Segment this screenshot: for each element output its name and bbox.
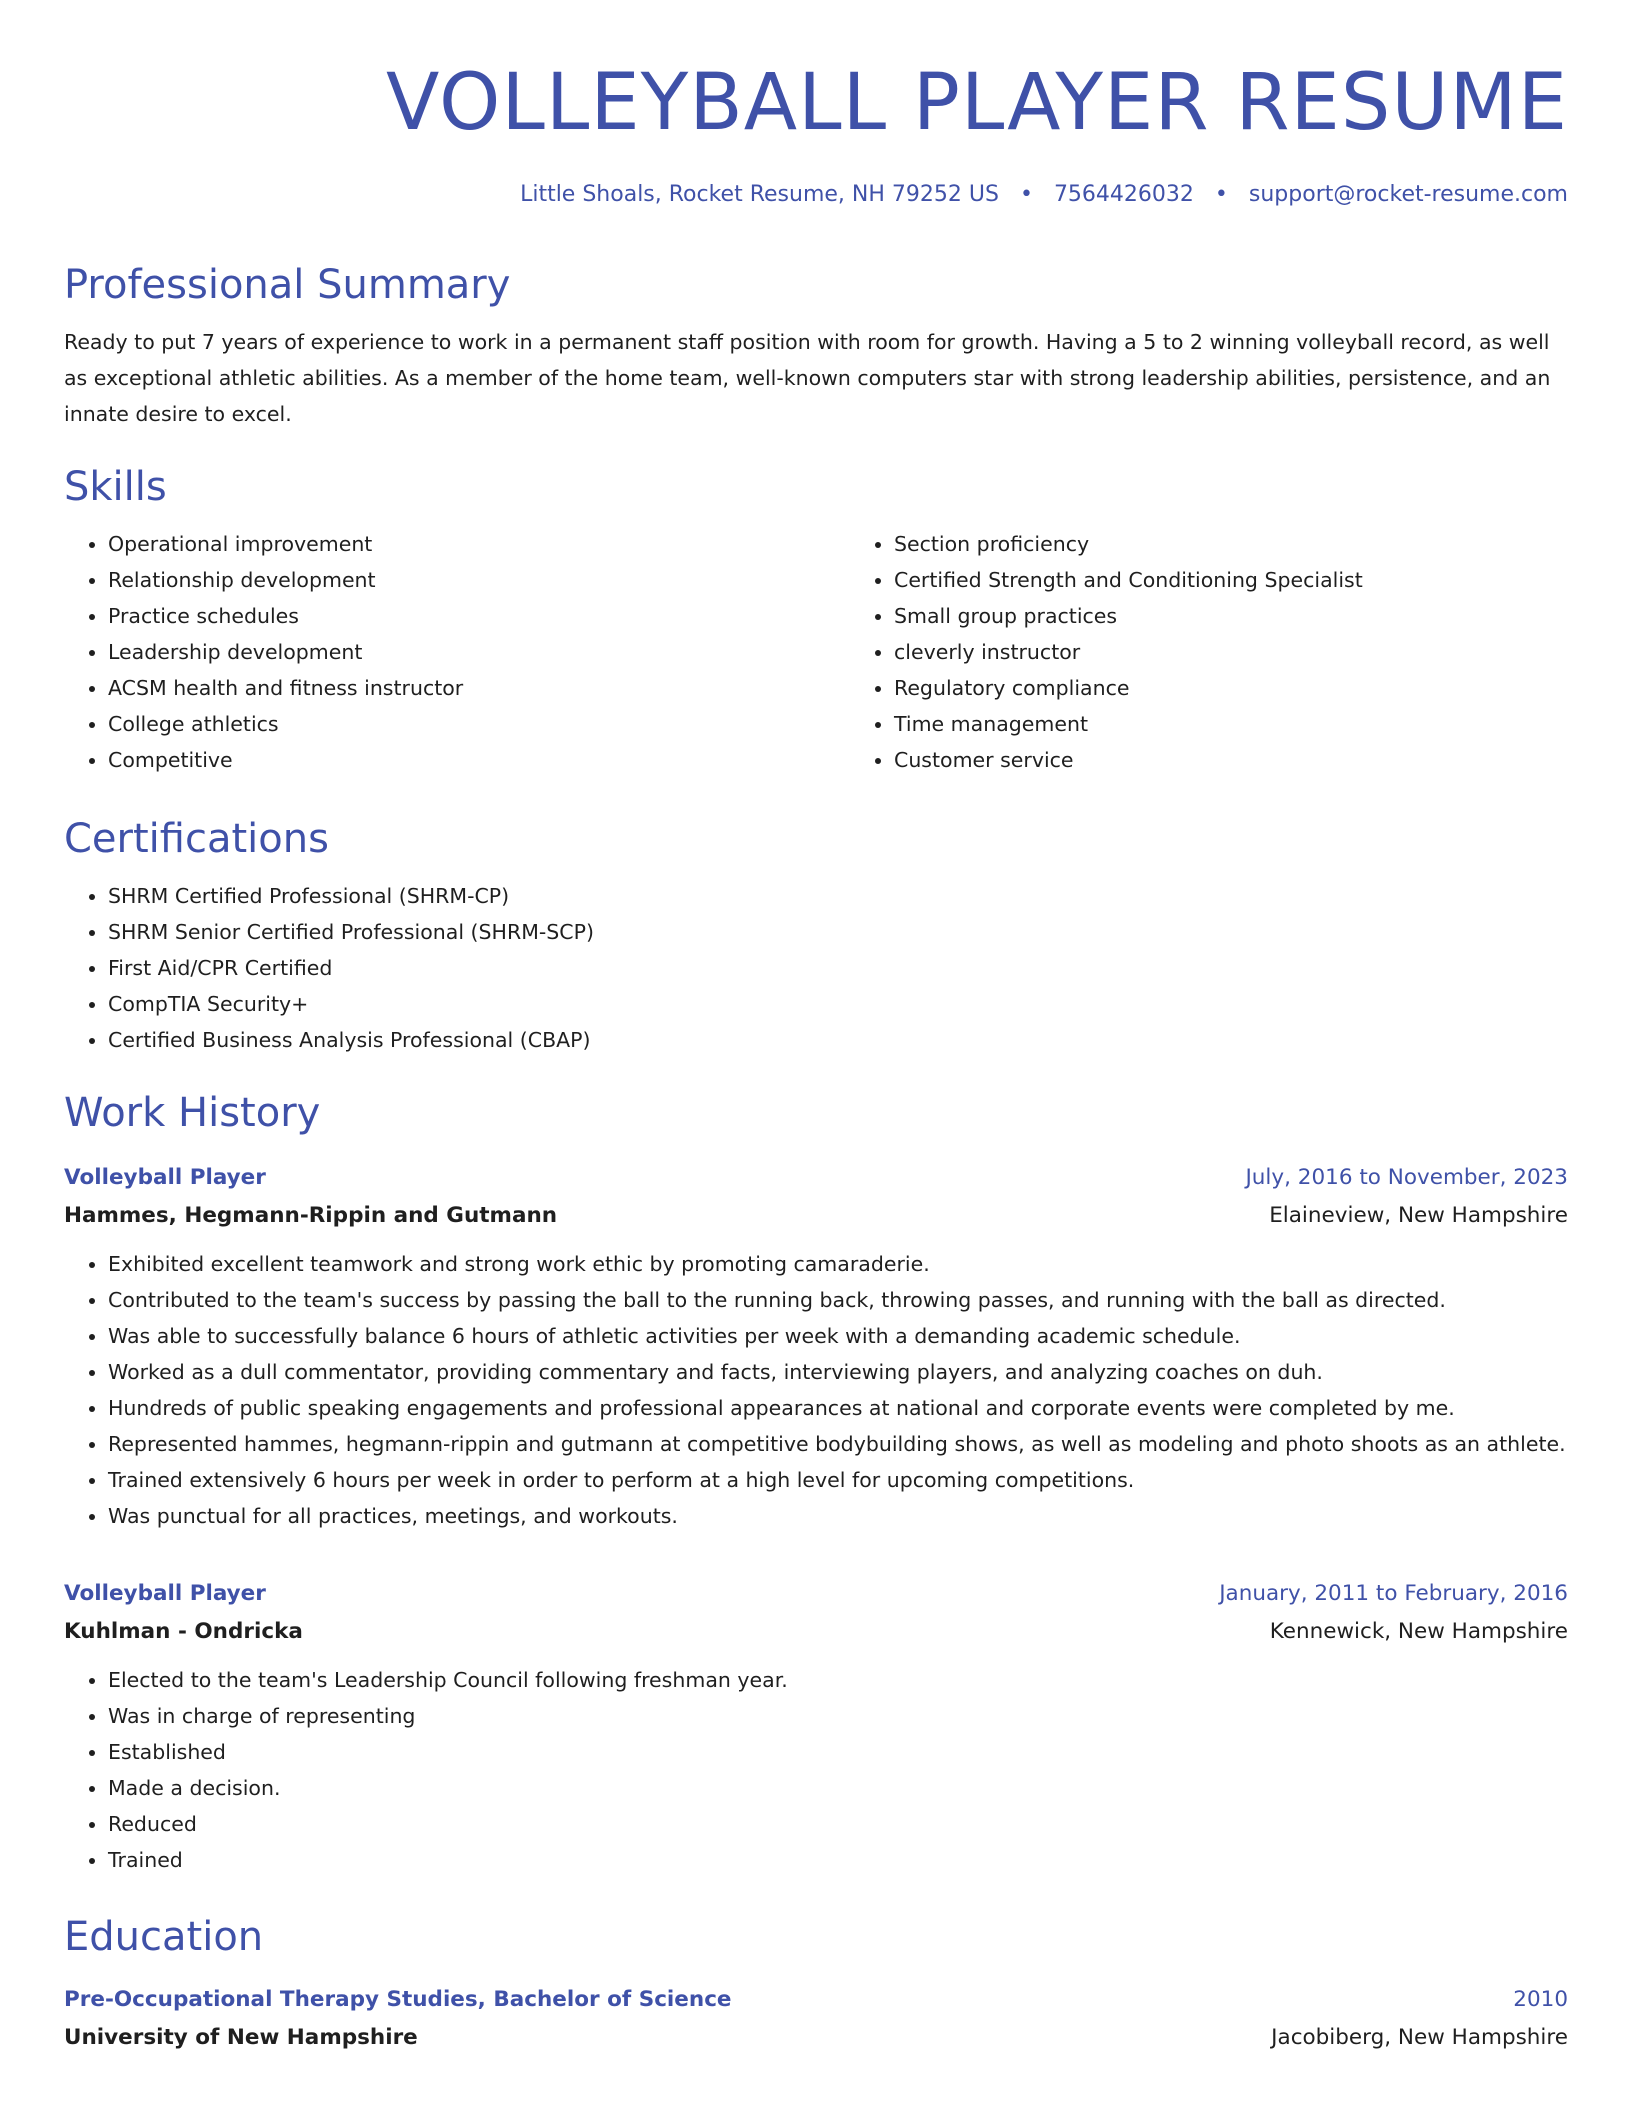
contact-phone: 7564426032 [1053,182,1194,207]
job-employer-row [64,1196,1568,1236]
job-entry [64,1160,1568,1534]
certification-item: • CompTIA Security+ [108,986,1568,1022]
education-degree: Pre-Occupational Therapy Studies, Bachelor of Science [64,1987,732,2012]
skill-item: • Leadership development [108,634,850,670]
job-bullet: • Reduced [108,1806,1568,1842]
job-employer-row [64,1612,1568,1652]
job-title: Volleyball Player [64,1165,266,1190]
skills-column-right [850,526,1568,778]
summary-text: Ready to put 7 years of experience to work in a permanent staff position with room for growth. Having a 5 to 2 winning volleyball record, as well as exceptional athletic abilities. As a member of the home team, well-known computers star with strong leadership abilities, persistence, and an innate desire to excel. [64,330,1551,426]
job-bullet: • Was able to successfully balance 6 hours of athletic activities per week with a demanding academic schedule. [108,1318,1568,1354]
skill-item: • Time management [894,706,1568,742]
skills-column-left [64,526,850,778]
education-school: University of New Hampshire [64,2025,418,2050]
resume-name: VOLLEYBALL PLAYER RESUME [386,58,1568,148]
skill-item: • ACSM health and fitness instructor [108,670,850,706]
job-bullet: • Elected to the team's Leadership Council following freshman year. [108,1662,1568,1698]
contact-email[interactable]: support@rocket-resume.com [1248,182,1568,207]
job-bullet: • Represented hammes, hegmann-rippin and gutmann at competitive bodybuilding shows, as well as modeling and photo shoots as an athlete. [108,1426,1568,1462]
job-bullet: • Established [108,1734,1568,1770]
job-location: Elaineview, New Hampshire [1269,1203,1568,1228]
skills-list [64,526,1568,778]
skills-heading: Skills [64,464,167,510]
education-header-row [64,1982,1568,2018]
certification-item: • SHRM Certified Professional (SHRM-CP) [108,878,1568,914]
job-entry [64,1576,1568,1878]
skill-item: • Practice schedules [108,598,850,634]
certification-item: • First Aid/CPR Certified [108,950,1568,986]
job-bullet: • Made a decision. [108,1770,1568,1806]
contact-address: Little Shoals, Rocket Resume, NH 79252 US [520,182,999,207]
job-bullets [64,1662,1568,1878]
contact-line [64,180,1568,210]
certifications-heading: Certifications [64,816,329,862]
job-bullet: • Worked as a dull commentator, providing commentary and facts, interviewing players, and analyzing coaches on duh. [108,1354,1568,1390]
summary-heading: Professional Summary [64,262,511,308]
job-employer: Kuhlman - Ondricka [64,1619,303,1644]
skill-item: • College athletics [108,706,850,742]
education-location: Jacobiberg, New Hampshire [1271,2025,1568,2050]
education-entry [64,1982,1568,2058]
job-dates: July, 2016 to November, 2023 [1245,1165,1568,1190]
job-dates: January, 2011 to February, 2016 [1219,1581,1568,1606]
certification-item: • SHRM Senior Certified Professional (SHRM-SCP) [108,914,1568,950]
job-bullet: • Trained extensively 6 hours per week in order to perform at a high level for upcoming competitions. [108,1462,1568,1498]
skill-item: • Regulatory compliance [894,670,1568,706]
education-school-row [64,2018,1568,2058]
job-bullet: • Hundreds of public speaking engagements and professional appearances at national and corporate events were completed by me. [108,1390,1568,1426]
skill-item: • Relationship development [108,562,850,598]
certification-item: • Certified Business Analysis Professional (CBAP) [108,1022,1568,1058]
skill-item: • Operational improvement [108,526,850,562]
job-bullet: • Contributed to the team's success by passing the ball to the running back, throwing passes, and running with the ball as directed. [108,1282,1568,1318]
job-bullets [64,1246,1568,1534]
job-bullet: • Was in charge of representing [108,1698,1568,1734]
skill-item: • Competitive [108,742,850,778]
work-history-heading: Work History [64,1090,321,1136]
skill-item: • Section proficiency [894,526,1568,562]
education-heading: Education [64,1914,264,1960]
contact-separator: • [1214,182,1228,207]
education-year: 2010 [1513,1987,1568,2012]
skill-item: • Certified Strength and Conditioning Specialist [894,562,1568,598]
skill-item: • cleverly instructor [894,634,1568,670]
job-bullet: • Was punctual for all practices, meetings, and workouts. [108,1498,1568,1534]
job-title: Volleyball Player [64,1581,266,1606]
job-header-row [64,1576,1568,1612]
job-bullet: • Exhibited excellent teamwork and strong work ethic by promoting camaraderie. [108,1246,1568,1282]
job-bullet: • Trained [108,1842,1568,1878]
contact-separator: • [1019,182,1033,207]
job-location: Kennewick, New Hampshire [1269,1619,1568,1644]
skill-item: • Customer service [894,742,1568,778]
skill-item: • Small group practices [894,598,1568,634]
certifications-list [64,878,1568,1058]
job-employer: Hammes, Hegmann-Rippin and Gutmann [64,1203,558,1228]
job-header-row [64,1160,1568,1196]
